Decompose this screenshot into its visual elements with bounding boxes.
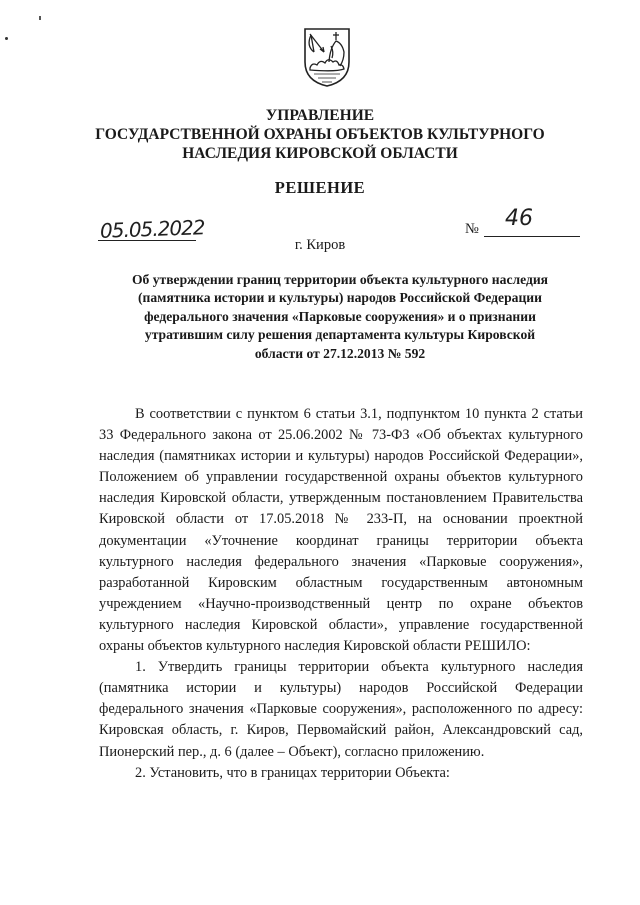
body-paragraph: 2. Установить, что в границах территории Объекта: xyxy=(135,764,450,781)
city: г. Киров xyxy=(294,237,346,253)
subject-line: (памятника истории и культуры) народов Российской Федерации xyxy=(138,290,542,306)
org-line: НАСЛЕДИЯ КИРОВСКОЙ ОБЛАСТИ xyxy=(182,145,458,162)
subject-line: Об утверждении границ территории объекта культурного наследия xyxy=(131,272,549,287)
scan-speck xyxy=(39,16,41,20)
subject-line: федерального значения «Парковые сооружения» и о признании xyxy=(144,308,536,324)
subject-line: утратившим силу решения департамента культуры Кировской xyxy=(144,327,536,343)
subject-line: области от 27.12.2013 № 592 xyxy=(254,345,426,361)
body-paragraph: 1. Утвердить границы территории объекта культурного наследия (памятника истории и культуры) народов Российской Федерации федерального значения «Парковые сооружения», расположенного по адресу: Кировская область, г. Киров, Первомайский район, Александровский сад, Пионерский пер., д. 6 (далее – Объект), согласно приложению. xyxy=(99,659,583,760)
shield-base-hatching xyxy=(314,74,340,82)
bow-and-arrow xyxy=(309,34,324,52)
org-line: УПРАВЛЕНИЕ xyxy=(265,107,375,124)
organization-name xyxy=(60,106,580,163)
org-line: ГОСУДАРСТВЕННОЙ ОХРАНЫ ОБЪЕКТОВ КУЛЬТУРНОГО xyxy=(95,126,545,143)
coat-of-arms-icon xyxy=(302,26,352,88)
handwritten-number: 46 xyxy=(505,206,533,231)
handwritten-date: 05.05.2022 xyxy=(99,215,205,243)
cloud xyxy=(310,60,344,71)
number-label: № xyxy=(465,221,479,237)
scan-speck xyxy=(5,37,8,40)
body-paragraph: В соответствии с пунктом 6 статьи 3.1, подпунктом 10 пункта 2 статьи 33 Федерального закона от 25.06.2002 № 73-ФЗ «Об объектах культурного наследия (памятниках истории и культуры) народов Российской Федерации», Положением об управлении государственной охраны объектов культурного наследия Кировской области, утвержденным постановлением Правительства Кировской области от 17.05.2018 № 233-П, на основании проектной документации «Уточнение координат границы территории объекта культурного наследия федерального значения «Парковые сооружения», разработанной Кировским областным государственным автономным учреждением «Научно-производственный центр по охране объектов культурного наследия Кировской области», управление государственной охраны объектов культурного наследия Кировской области РЕШИЛО: xyxy=(99,406,583,655)
document-type: РЕШЕНИЕ xyxy=(274,178,366,197)
document-body xyxy=(99,404,583,784)
document-subject xyxy=(100,271,580,363)
